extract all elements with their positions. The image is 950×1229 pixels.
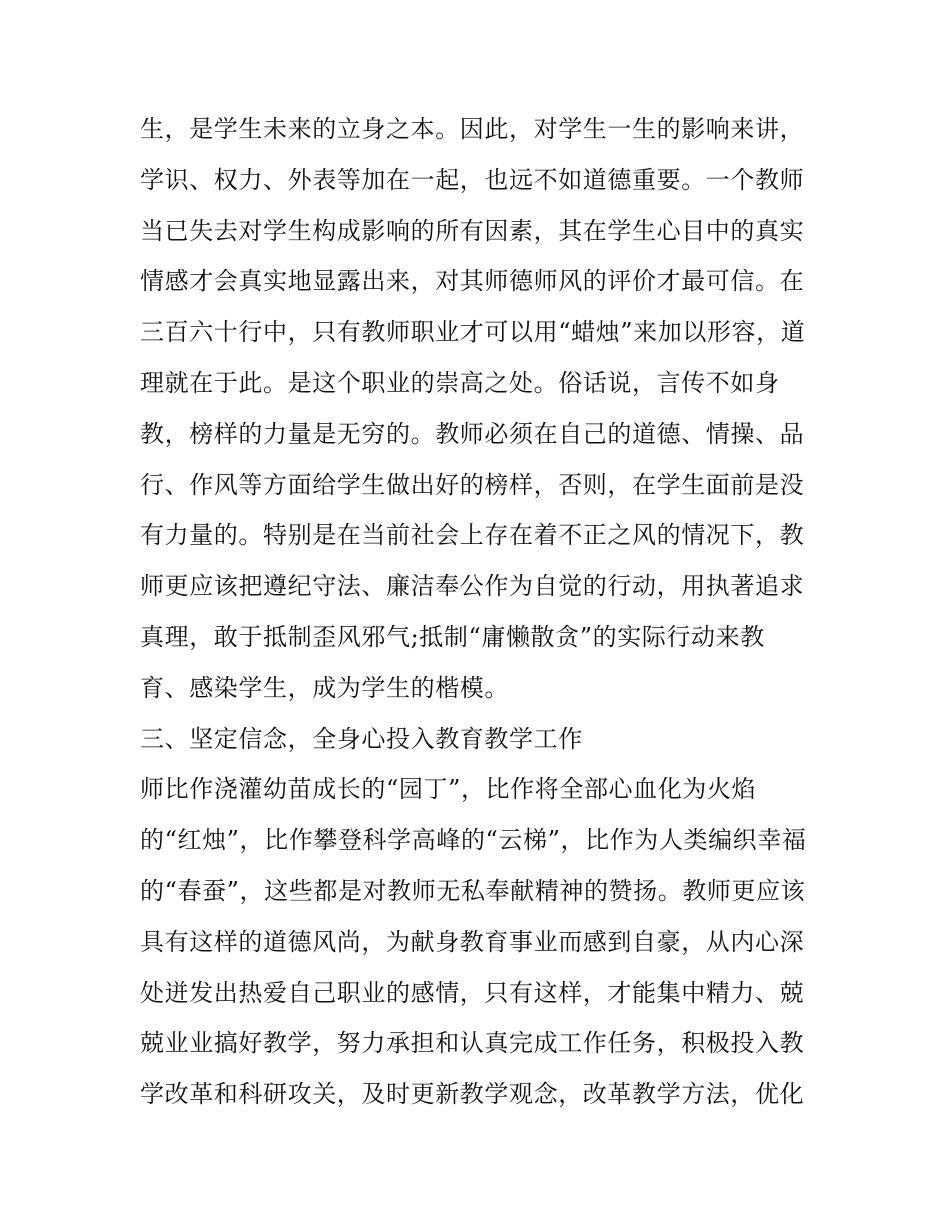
text-line: 师更应该把遵纪守法、廉洁奉公作为自觉的行动，用执著追求 — [140, 572, 805, 601]
text-line: 的“春蚕”，这些都是对教师无私奉献精神的赞扬。教师更应该 — [140, 876, 806, 905]
section-heading: 三、坚定信念，全身心投入教育教学工作 — [140, 724, 583, 753]
text-line: 三百六十行中，只有教师职业才可以用“蜡烛”来加以形容，道 — [140, 318, 806, 347]
text-line: 师比作浇灌幼苗成长的“园丁”，比作将全部心血化为火焰 — [140, 775, 757, 804]
text-line: 育、感染学生，成为学生的楷模。 — [140, 673, 509, 702]
text-line: 真理，敢于抵制歪风邪气;抵制“庸懒散贪”的实际行动来教 — [140, 622, 765, 651]
text-line: 处迸发出热爱自己职业的感情，只有这样，才能集中精力、兢 — [140, 978, 805, 1007]
text-line: 当已失去对学生构成影响的所有因素，其在学生心目中的真实 — [140, 216, 805, 245]
text-line: 具有这样的道德风尚，为献身教育事业而感到自豪，从内心深 — [140, 927, 805, 956]
text-line: 的“红烛”，比作攀登科学高峰的“云梯”，比作为人类编织幸福 — [140, 826, 807, 855]
text-line: 情感才会真实地显露出来，对其师德师风的评价才最可信。在 — [140, 267, 805, 296]
text-line: 学改革和科研攻关，及时更新教学观念，改革教学方法，优化 — [140, 1080, 805, 1109]
text-line: 有力量的。特别是在当前社会上存在着不正之风的情况下，教 — [140, 521, 805, 550]
text-line: 行、作风等方面给学生做出好的榜样，否则，在学生面前是没 — [140, 470, 805, 499]
text-line: 教，榜样的力量是无穷的。教师必须在自己的道德、情操、品 — [140, 419, 805, 448]
text-line: 理就在于此。是这个职业的崇高之处。俗话说，言传不如身 — [140, 368, 780, 397]
body-text — [140, 104, 840, 1120]
text-line: 兢业业搞好教学，努力承担和认真完成工作任务，积极投入教 — [140, 1029, 805, 1058]
text-line: 生，是学生未来的立身之本。因此，对学生一生的影响来讲， — [140, 115, 805, 143]
text-line: 学识、权力、外表等加在一起，也远不如道德重要。一个教师 — [140, 165, 805, 194]
